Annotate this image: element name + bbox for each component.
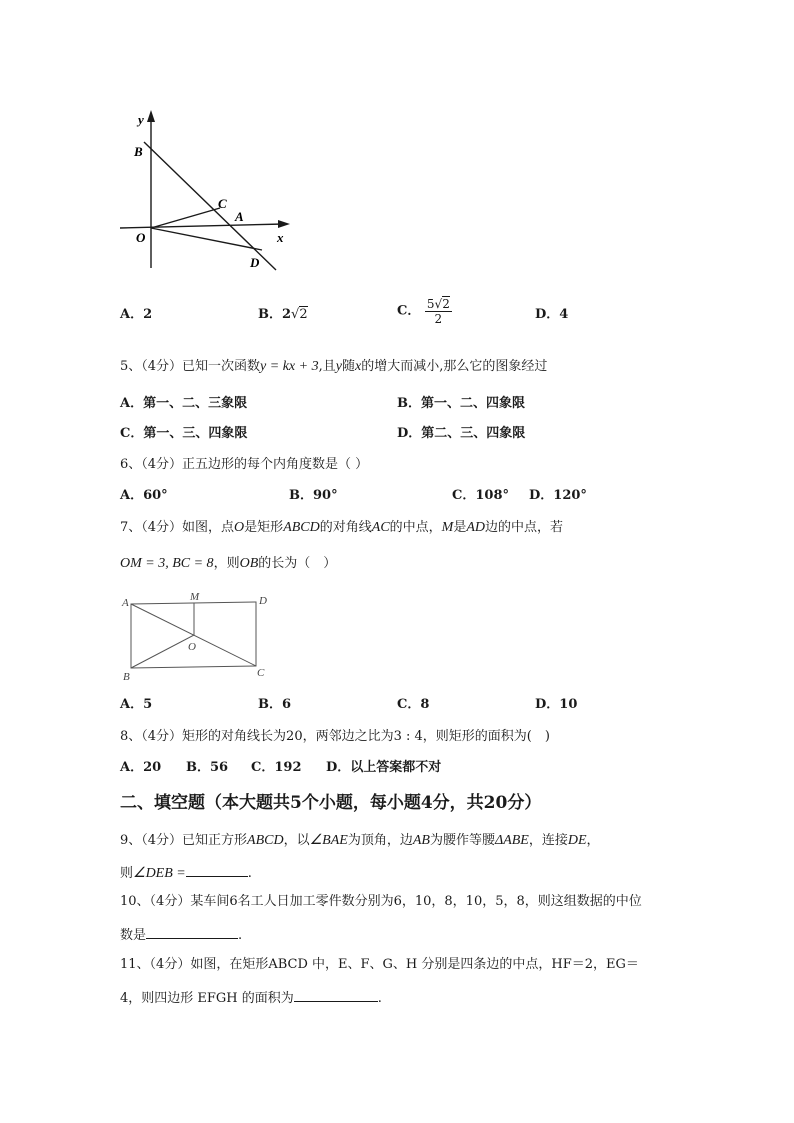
q8-stem: 8、（4分）矩形的对角线长为20，两邻边之比为3 : 4，则矩形的面积为( ): [120, 729, 550, 744]
label-b: B: [134, 144, 143, 159]
q10-text: .: [238, 928, 243, 943]
q7-formula: OM = 3, BC = 8: [120, 556, 214, 571]
answer-blank[interactable]: [294, 988, 378, 1002]
q9-angle-bae: ∠BAE: [309, 833, 348, 848]
x-axis-arrow: [278, 220, 290, 228]
label-a: A: [122, 597, 129, 609]
label-y: y: [138, 112, 144, 127]
q7-text: 的长为（ ）: [258, 556, 337, 571]
q4-option-c-prefix: C．: [397, 303, 421, 319]
q7-var-ac: AC: [371, 520, 390, 535]
sqrt-symbol: √: [434, 297, 443, 311]
q8-option-b: B．56: [186, 760, 229, 775]
q6-option-c: C．108°: [452, 488, 509, 503]
q7-var-ob: OB: [239, 556, 259, 571]
q9-text: ，连接: [528, 833, 568, 848]
numerator-radical: 2: [442, 297, 450, 311]
q5-stem-mid2: 随: [341, 359, 355, 374]
q4-option-c-fraction: [425, 297, 452, 326]
q4-option-b: [258, 306, 308, 324]
label-d: D: [259, 595, 267, 607]
q4-option-a: A．2: [120, 307, 153, 322]
q5-var-y: y: [335, 359, 342, 374]
q9-stem-line1: [120, 832, 600, 850]
q9-text: 9、（4分）已知正方形: [120, 833, 248, 848]
q5-stem-prefix: 5、（4分）已知一次函数: [120, 359, 261, 374]
q11-stem-line1: 11、（4分）如图，在矩形ABCD 中，E、F、G、H 分别是四条边的中点，HF＝2，EG＝: [120, 957, 639, 972]
q9-var-ab: AB: [412, 833, 430, 848]
q10-text: 数是: [120, 928, 147, 943]
label-m: M: [190, 591, 200, 603]
q11-stem-line2: [120, 988, 382, 1008]
label-b: B: [123, 671, 130, 682]
fraction-numerator: [425, 297, 452, 312]
q7-var-ad: AD: [466, 520, 486, 535]
q7-stem-line2: [120, 555, 336, 573]
q9-text: 为腰作等腰: [429, 833, 495, 848]
answer-blank[interactable]: [186, 863, 248, 877]
label-d: D: [250, 255, 260, 270]
q5-option-b: B．第一、二、四象限: [397, 396, 525, 411]
q7-text: 7、（4分）如图，点: [120, 520, 235, 535]
q6-stem: 6、（4分）正五边形的每个内角度数是（ ）: [120, 457, 369, 472]
segment-od: [151, 228, 262, 250]
q10-stem-line2: [120, 925, 242, 945]
q5-option-a: A．第一、二、三象限: [120, 396, 248, 411]
label-o: O: [188, 641, 196, 653]
q5-stem: [120, 358, 547, 376]
q11-text: .: [377, 991, 382, 1006]
q4-option-b-prefix: B．2: [258, 307, 292, 322]
q9-var-de: DE: [567, 833, 587, 848]
q7-text: 边的中点，若: [485, 520, 564, 535]
label-x: x: [277, 230, 284, 245]
q6-option-b: B．90°: [289, 488, 338, 503]
q9-triangle-abe: ΔABE: [494, 833, 529, 848]
q8-option-d: D．以上答案都不对: [326, 760, 442, 775]
q7-text: 是矩形: [244, 520, 284, 535]
q9-text: ，以: [283, 833, 310, 848]
q9-text: 则: [120, 866, 134, 881]
q7-text: ，则: [213, 556, 240, 571]
figure-coordinate-diagram: [118, 108, 298, 276]
q5-var-x: x: [354, 359, 362, 374]
label-c: C: [218, 196, 227, 211]
q11-text: 4，则四边形 EFGH 的面积为: [120, 991, 294, 1006]
q9-text: .: [247, 866, 252, 881]
q7-option-d: D．10: [535, 697, 578, 712]
q7-option-a: A．5: [120, 697, 153, 712]
fraction-denominator: 2: [434, 312, 443, 326]
q7-text: 的中点，: [389, 520, 442, 535]
q5-option-c: C．第一、三、四象限: [120, 426, 248, 441]
label-c: C: [257, 667, 265, 679]
sqrt-symbol: √: [291, 307, 300, 322]
numerator-coef: 5: [426, 297, 435, 311]
q7-stem-line1: [120, 519, 563, 537]
q7-text: 的对角线: [319, 520, 372, 535]
q7-option-b: B．6: [258, 697, 292, 712]
q10-stem-line1: 10、（4分）某车间6名工人日加工零件数分别为6，10，8，10，5，8，则这组数据的中位: [120, 894, 642, 909]
q4-option-c: [397, 297, 452, 326]
q8-option-a: A．20: [120, 760, 162, 775]
q8-option-c: C．192: [251, 760, 302, 775]
q6-option-d: D．120°: [529, 488, 587, 503]
figure-rectangle-abcd: [118, 590, 278, 682]
q5-option-d: D．第二、三、四象限: [397, 426, 526, 441]
label-a: A: [235, 209, 244, 224]
q7-option-c: C．8: [397, 697, 430, 712]
line-bd: [144, 142, 276, 270]
section-heading: 二、填空题（本大题共5个小题，每小题4分，共20分）: [120, 793, 542, 813]
q7-var-abcd: ABCD: [283, 520, 320, 535]
q4-option-d: D．4: [535, 307, 569, 322]
q5-stem-mid: ,且: [318, 359, 336, 374]
label-o: O: [136, 230, 146, 245]
q7-var-o: O: [234, 520, 245, 535]
q9-text: 为顶角，边: [347, 833, 413, 848]
q9-text: ，: [586, 833, 600, 848]
q9-angle-deb: ∠DEB =: [133, 866, 186, 881]
q9-stem-line2: [120, 863, 252, 883]
segment-oc: [151, 208, 220, 228]
q9-var-abcd: ABCD: [247, 833, 284, 848]
q6-option-a: A．60°: [120, 488, 168, 503]
q5-stem-suffix: 的增大而减小,那么它的图象经过: [361, 359, 548, 374]
segment-bo: [131, 635, 194, 668]
x-axis: [120, 224, 284, 228]
answer-blank[interactable]: [146, 925, 238, 939]
q7-text: 是: [453, 520, 467, 535]
q7-var-m: M: [441, 520, 454, 535]
q5-formula: y = kx + 3: [260, 359, 319, 374]
q4-option-b-radical: 2: [299, 307, 308, 322]
y-axis-arrow: [147, 110, 155, 122]
